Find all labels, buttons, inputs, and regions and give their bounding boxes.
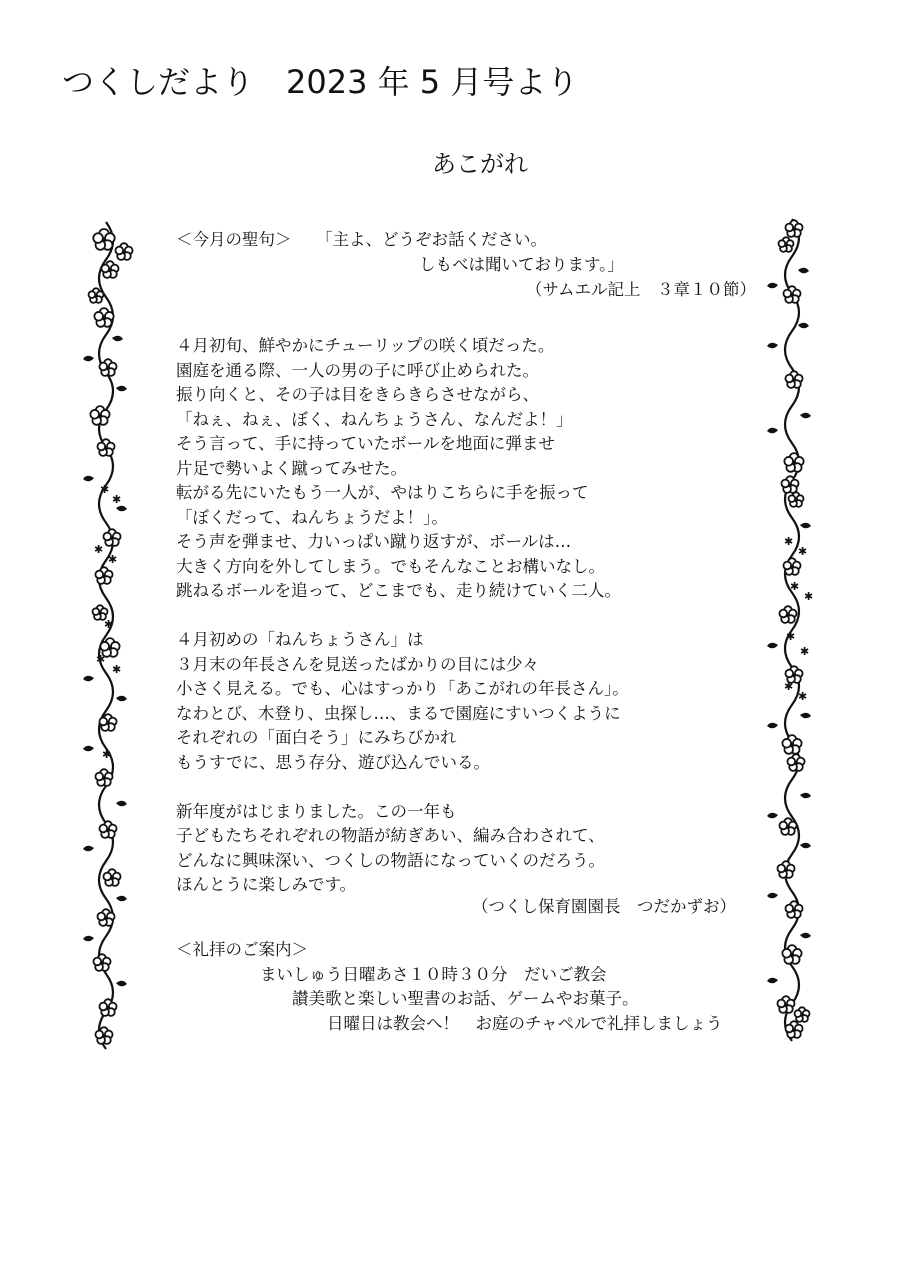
leaf-icon [116,696,127,702]
leaf-icon [767,723,778,729]
leaf-icon [767,283,778,289]
article-body [176,334,766,922]
paragraph-line: それぞれの「面白そう」にみちびかれ [176,728,457,747]
flower-icon [777,861,794,878]
paragraph-line: なわとび、木登り、虫探し…、まるで園庭にすいつくように [176,703,621,723]
leaf-icon [798,268,809,274]
verse-block [176,227,756,302]
star-icon: ✱ [108,553,118,566]
flower-icon [103,869,120,886]
leaf-icon [800,933,811,939]
leaf-icon [800,793,811,799]
star-icon: ✱ [798,690,808,703]
leaf-icon [116,981,127,987]
leaf-icon [800,843,811,849]
notice-line-3: 日曜日は教会へ！ お庭のチャペルで礼拝しましょう [327,1013,723,1033]
verse-reference: （サムエル記上 ３章１０節） [525,280,756,299]
verse-line-2: しもべは聞いております。」 [419,255,624,274]
leaf-icon [800,713,811,719]
flower-icon [787,754,804,771]
flower-icon [785,371,802,388]
flower-icon [95,567,112,584]
worship-notice [176,938,776,1036]
star-icon: ✱ [100,483,110,496]
notice-line-1: まいしゅう日曜あさ１０時３０分 だいご教会 [260,964,607,984]
flower-icon [782,735,801,754]
flower-icon [93,954,110,971]
leaf-icon [83,746,94,752]
paragraph-line: 転がる先にいたもう一人が、やはりこちらに手を振って [176,483,589,502]
flower-icon [789,492,804,507]
paragraph-line: 「ねぇ、ねぇ、ぼく、ねんちょうさん、なんだよ！」 [176,409,573,429]
verse-label: ＜今月の聖句＞ [176,230,292,249]
leaf-icon [83,846,94,852]
paragraph-line: 大きく方向を外してしまう。でもそんなことお構いなし。 [176,556,605,576]
paragraph-line: ４月初旬、鮮やかにチューリップの咲く頃だった。 [176,336,555,355]
flower-icon [783,558,800,575]
signature: （つくし保育園園長 つだかずお） [472,897,736,916]
leaf-icon [767,813,778,819]
paragraph-line: 片足で勢いよく蹴ってみせた。 [176,458,407,478]
flower-icon [785,1021,802,1038]
flower-icon [97,439,114,456]
verse-first-row [176,227,756,252]
leaf-icon [116,801,127,807]
verse-line-1: 「主よ、どうぞお話ください。 [316,230,547,249]
paragraph [176,800,766,898]
flower-icon [777,996,794,1013]
paragraph [176,628,766,775]
flower-icon [781,476,798,493]
star-icon: ✱ [96,653,106,666]
star-icon: ✱ [102,748,112,761]
flower-icon [795,1007,810,1022]
paragraph-line: 子どもたちそれぞれの物語が紡ぎあい、編み合わされて、 [176,826,605,845]
star-icon: ✱ [790,580,800,593]
paragraph-line: もうすでに、思う存分、遊び込んでいる。 [176,752,490,772]
star-icon: ✱ [104,618,114,631]
paragraph-line: そう言って、手に持っていたボールを地面に弾ませ [176,434,555,453]
flower-icon [99,359,116,376]
paragraph-line: 振り向くと、その子は目をきらきらさせながら、 [176,385,539,404]
flower-icon [95,769,112,786]
star-icon: ✱ [784,680,794,693]
flower-icon [99,999,116,1016]
paragraph-line: 新年度がはじまりました。この一年も [176,801,457,821]
flower-icon [103,529,120,546]
flower-icon [785,220,802,237]
leaf-icon [83,476,94,482]
leaf-icon [800,523,811,529]
paragraph-line: ３月末の年長さんを見送ったばかりの目には少々 [176,654,539,674]
leaf-icon [116,386,127,392]
leaf-icon [767,893,778,899]
paragraph-line: 「ぼくだって、ねんちょうだよ！」。 [176,507,448,527]
star-icon: ✱ [112,663,122,676]
flower-icon [779,606,796,623]
flower-icon [99,821,116,838]
left-flower-vine-icon [82,218,142,1053]
paragraph-line: 小さく見える。でも、心はすっかり「あこがれの年長さん」。 [176,679,629,698]
flower-icon [783,286,800,303]
leaf-icon [800,413,811,419]
article-title: あこがれ [432,150,528,178]
flower-icon [785,901,802,918]
star-icon: ✱ [94,543,104,556]
leaf-icon [116,506,127,512]
star-icon: ✱ [798,545,808,558]
leaf-icon [116,896,127,902]
notice-heading: ＜礼拝のご案内＞ [176,940,308,959]
leaf-icon [83,356,94,362]
paragraph-line: 園庭を通る際、一人の男の子に呼び止められた。 [176,360,539,380]
right-flower-vine-icon [764,215,828,1045]
star-icon: ✱ [786,630,796,643]
leaf-icon [83,936,94,942]
leaf-icon [83,676,94,682]
flower-icon [779,237,794,252]
star-icon: ✱ [112,493,122,506]
star-icon: ✱ [784,535,794,548]
paragraph-line: どんなに興味深い、つくしの物語になっていくのだろう。 [176,850,605,870]
notice-line-2: 讃美歌と楽しい聖書のお話、ゲームやお菓子。 [292,989,639,1008]
paragraph [176,334,766,604]
paragraph-line: 跳ねるボールを追って、どこまでも、走り続けていく二人。 [176,581,621,600]
leaf-icon [767,643,778,649]
leaf-icon [767,428,778,434]
flower-icon [115,243,132,260]
page-title: つくしだより 2023 年 5 月号より [62,63,579,101]
flower-icon [784,453,803,472]
flower-icon [94,308,113,327]
leaf-icon [798,323,809,329]
leaf-icon [767,343,778,349]
leaf-icon [112,336,123,342]
paragraph-line: そう声を弾ませ、力いっぱい蹴り返すが、ボールは… [176,532,572,551]
star-icon: ✱ [804,590,814,603]
paragraph-line: ほんとうに楽しみです。 [176,875,357,894]
paragraph-line: ４月初めの「ねんちょうさん」は [176,630,424,649]
star-icon: ✱ [800,645,810,658]
